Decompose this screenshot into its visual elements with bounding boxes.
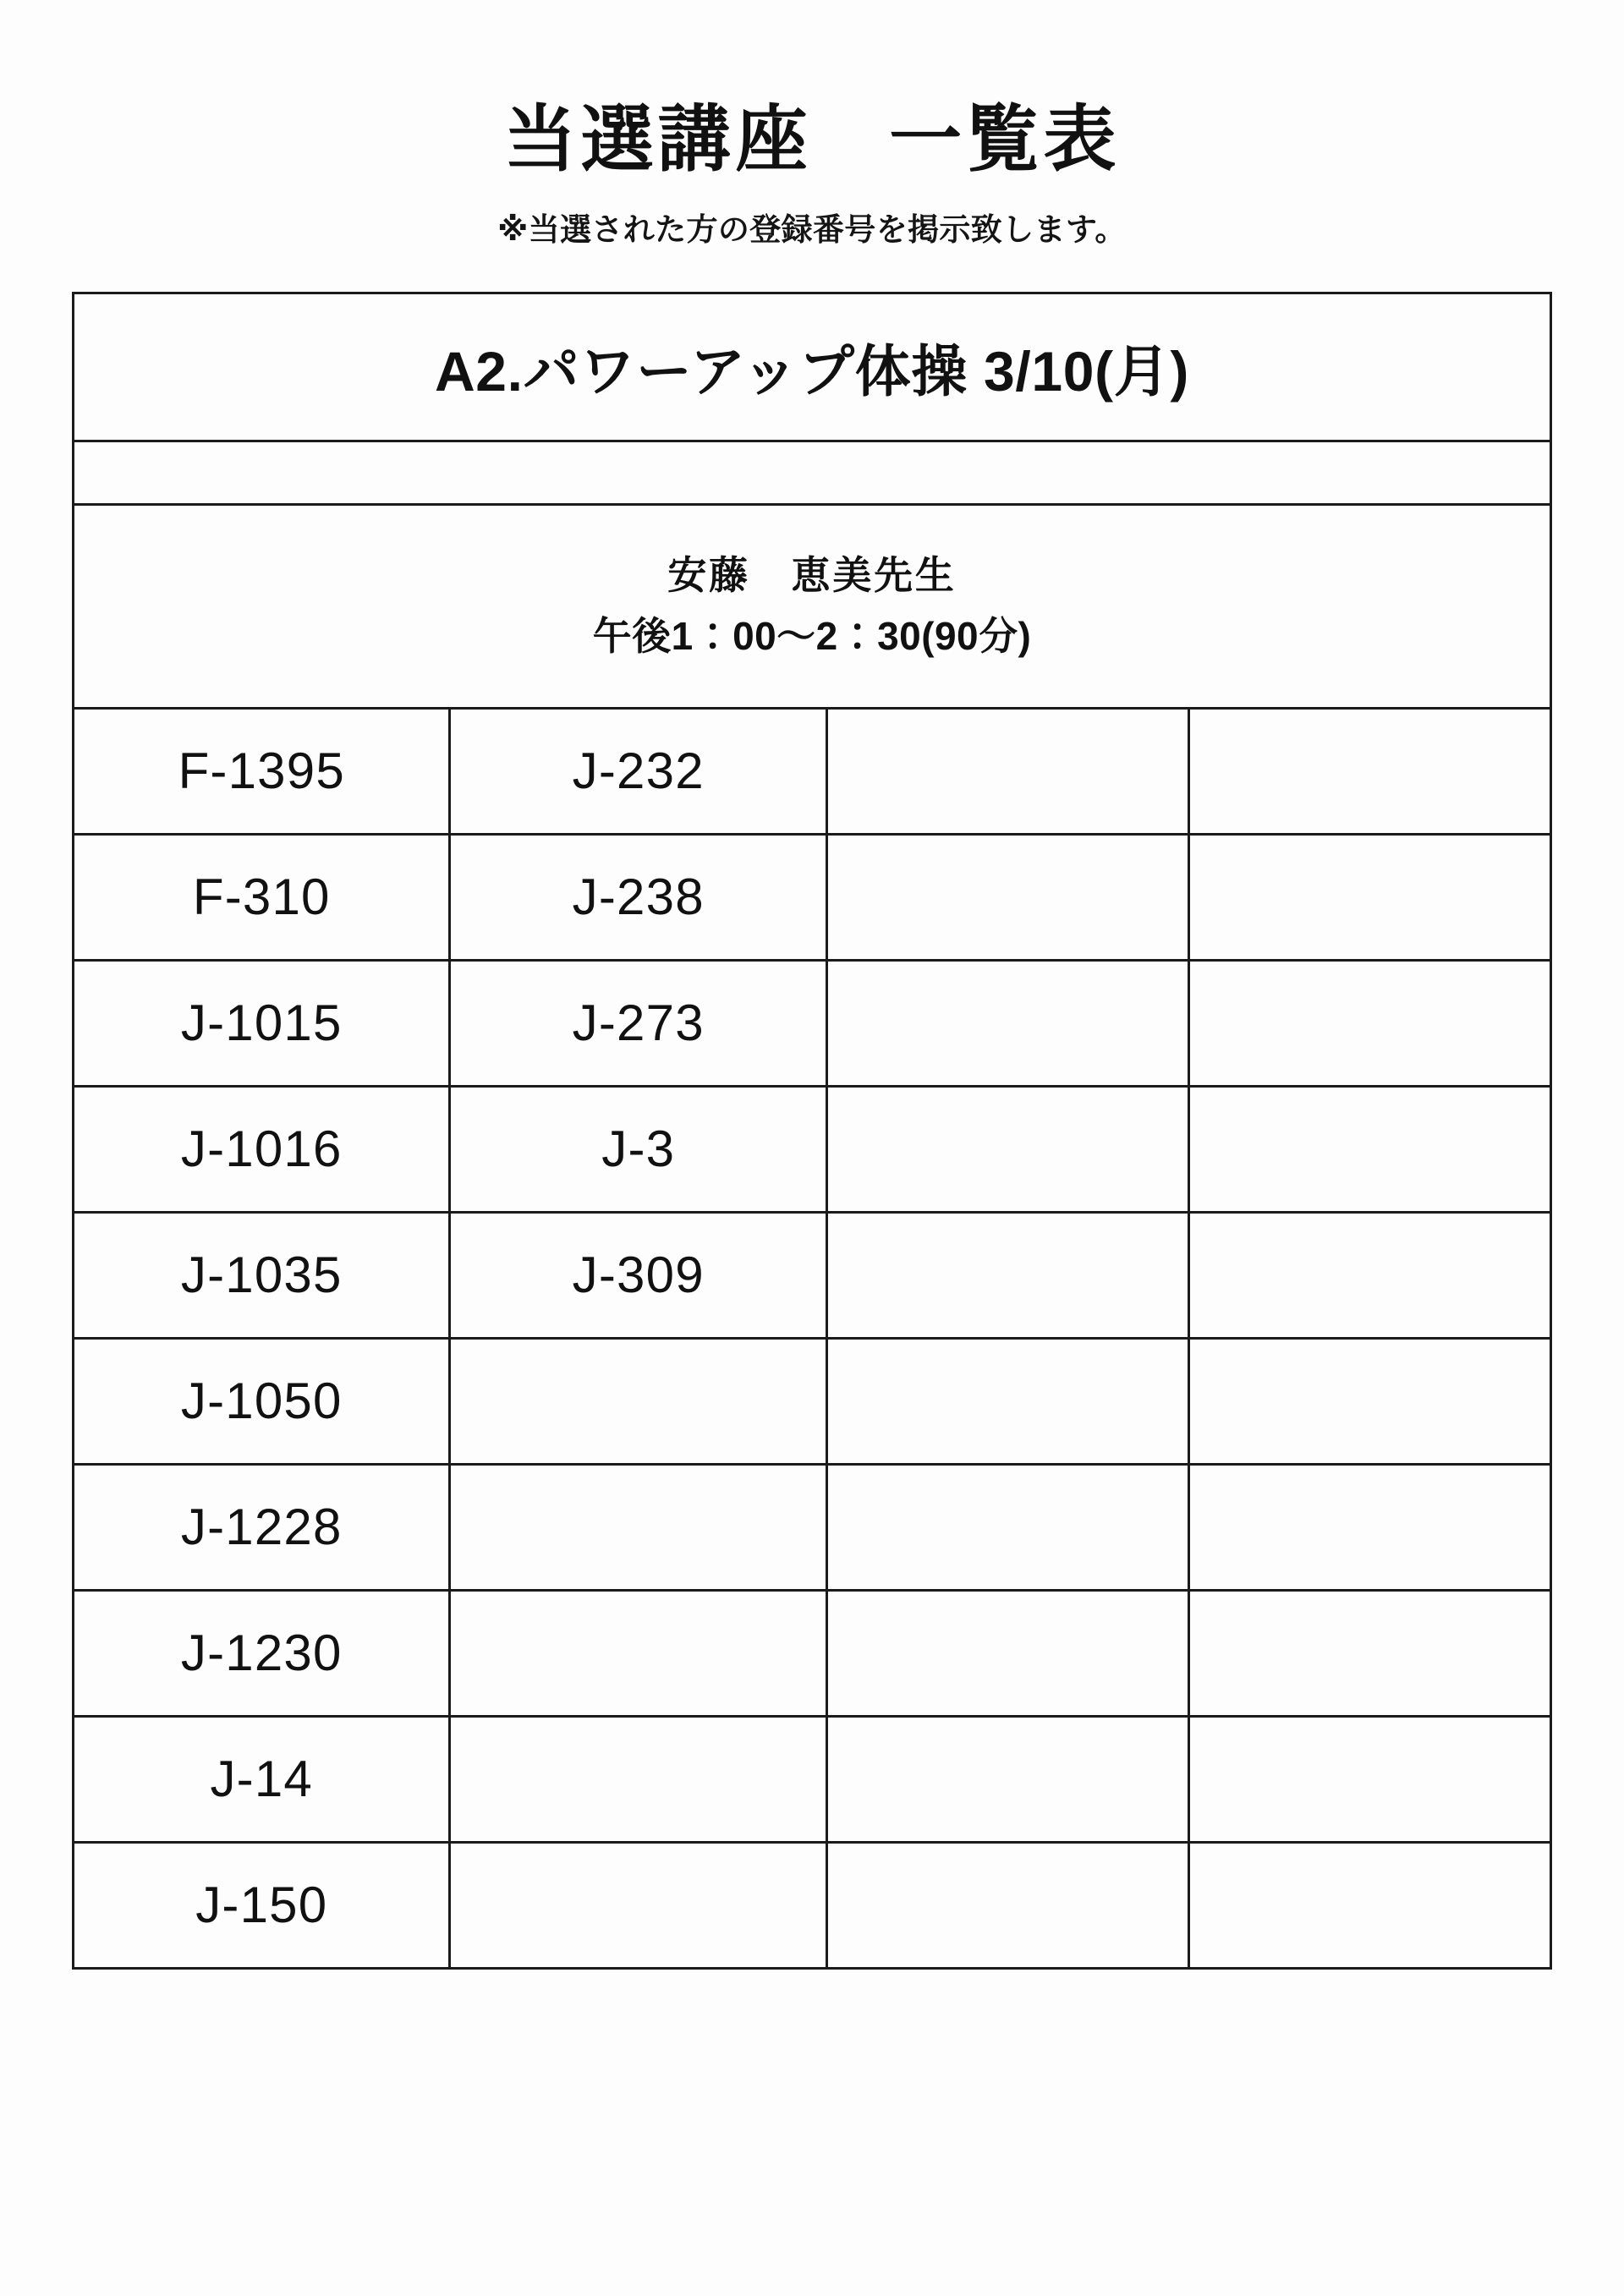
registration-number [1188,1716,1550,1842]
table-row [74,1212,1551,1338]
registration-number: J-3 [450,1086,826,1212]
registration-number [450,1842,826,1968]
registration-number [826,1086,1188,1212]
table-row [74,1716,1551,1842]
registration-number: F-1395 [74,708,450,834]
registration-number [450,1464,826,1590]
page-subtitle-note: ※当選された方の登録番号を掲示致します。 [497,211,1127,247]
registration-number [826,1338,1188,1464]
registration-number: J-1228 [74,1464,450,1590]
registration-number: J-273 [450,960,826,1086]
registration-number: J-1230 [74,1590,450,1716]
table-row [74,1338,1551,1464]
registration-number [450,1590,826,1716]
registration-number: J-1035 [74,1212,450,1338]
registration-number [826,1464,1188,1590]
registration-number [450,1716,826,1842]
registration-number [450,1338,826,1464]
table-row [74,834,1551,960]
table-row [74,960,1551,1086]
course-title-row [74,293,1551,441]
registration-number [1188,708,1550,834]
spacer-cell [74,441,1551,504]
registration-number [826,1212,1188,1338]
registration-number [826,1842,1188,1968]
roster-table-body [74,293,1551,1968]
table-row [74,1086,1551,1212]
registration-number [1188,1464,1550,1590]
registration-number: F-310 [74,834,450,960]
registration-number [826,1590,1188,1716]
roster-table [72,292,1552,1970]
registration-number [1188,1086,1550,1212]
registration-number: J-309 [450,1212,826,1338]
course-title-cell: A2.パワーアップ体操 3/10(月) [74,293,1551,441]
registration-number: J-1015 [74,960,450,1086]
table-row [74,1590,1551,1716]
instructor-cell [74,504,1551,708]
registration-number: J-232 [450,708,826,834]
registration-number: J-150 [74,1842,450,1968]
registration-number [826,834,1188,960]
registration-number: J-14 [74,1716,450,1842]
table-row [74,708,1551,834]
registration-number [1188,1590,1550,1716]
registration-number: J-1016 [74,1086,450,1212]
page-title: 当選講座 一覧表 [503,99,1121,180]
instructor-name: 安藤 恵美先生 [667,553,957,598]
instructor-row [74,504,1551,708]
spacer-row [74,441,1551,504]
registration-number [826,960,1188,1086]
registration-number: J-1050 [74,1338,450,1464]
registration-number [1188,960,1550,1086]
registration-number [1188,834,1550,960]
class-schedule: 午後1：00〜2：30(90分) [592,613,1032,658]
registration-number [826,708,1188,834]
registration-number [826,1716,1188,1842]
registration-number [1188,1212,1550,1338]
table-row [74,1464,1551,1590]
registration-number [1188,1338,1550,1464]
registration-number [1188,1842,1550,1968]
roster-table-wrapper [72,292,1552,1970]
table-row [74,1842,1551,1968]
registration-number: J-238 [450,834,826,960]
